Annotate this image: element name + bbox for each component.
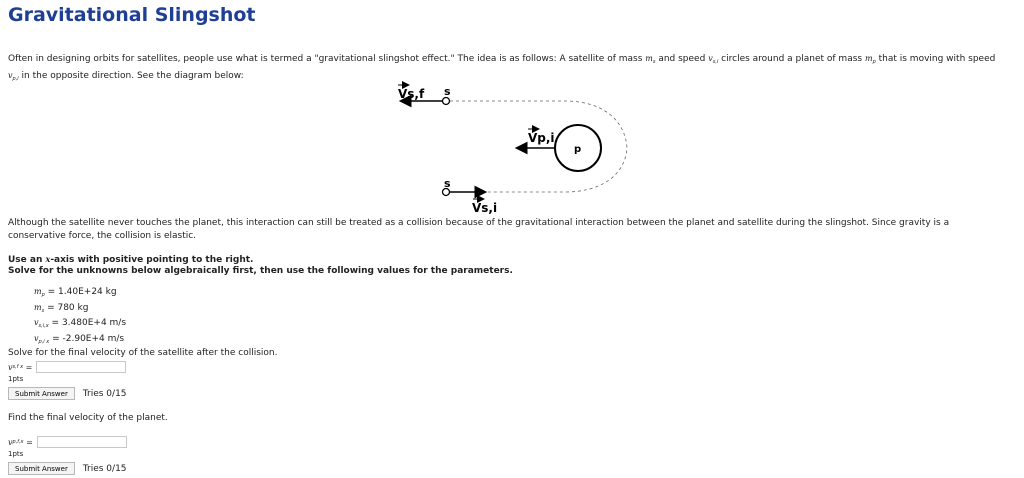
parameter-list [34, 286, 126, 348]
label-s-top: s [444, 85, 451, 98]
question-1-field-row [8, 361, 126, 373]
q1-sub: s,f x [12, 364, 24, 370]
sub-vsi: s,i [712, 59, 719, 65]
sub-mp: p [872, 59, 876, 65]
question-1-submit-row [8, 387, 127, 400]
page-title: Gravitational Slingshot [8, 4, 256, 26]
param-vsix: $v_{s,i,x} = 3.480E+4$ m/s [34, 318, 127, 329]
satellite-final [443, 98, 450, 105]
sym-vpi: v [8, 71, 13, 80]
param-mp: $m_p = 1.40E+24$ kg [34, 287, 117, 298]
sym-vsi: v [708, 54, 713, 63]
q2-eq: = [26, 437, 33, 447]
question-2-tries: Tries 0/15 [82, 463, 127, 474]
question-2-submit-row [8, 462, 127, 475]
intro-text-b: and speed [655, 54, 709, 64]
q2-sym: v [8, 437, 13, 447]
sym-mp: m [864, 54, 873, 63]
label-s-bottom: s [444, 177, 451, 190]
question-2-prompt: Find the final velocity of the planet. [8, 413, 168, 423]
axis-sym: x [45, 254, 51, 264]
label-vpi: Vp,i [528, 131, 555, 145]
question-2-points: 1pts [8, 450, 24, 458]
intro-text-c: circles around a planet of mass [718, 54, 865, 64]
question-1-submit-button[interactable]: Submit Answer [8, 387, 75, 400]
question-1-tries: Tries 0/15 [82, 388, 127, 399]
label-vsi: Vs,i [472, 201, 498, 215]
param-vpix: $v_{p,i x} = -2.90E+4$ m/s [34, 333, 125, 345]
label-vsf: Vs,f [398, 87, 425, 101]
q1-sym: v [8, 362, 13, 372]
intro-text-a: Often in designing orbits for satellites, people use what is termed a "gravitational slingshot effect." The idea is as follows: A satellite of mass [8, 54, 646, 64]
solve-instruction: Solve for the unknowns below algebraically first, then use the following values for the parameters. [8, 266, 513, 276]
question-2-field-row [8, 436, 127, 448]
param-ms: $m_s = 780$ kg [34, 302, 89, 314]
question-1-prompt: Solve for the final velocity of the satellite after the collision. [8, 348, 278, 358]
sub-vpi: p,i [12, 76, 19, 82]
axis-text-b: -axis with positive pointing to the right. [50, 255, 254, 265]
sym-ms: m [645, 54, 653, 63]
label-planet: p [574, 144, 582, 155]
sub-ms: s [652, 59, 656, 65]
satellite-final-velocity-input[interactable] [36, 361, 126, 373]
q1-eq: = [25, 362, 33, 372]
intro-text-e: in the opposite direction. See the diagram below: [18, 71, 244, 81]
question-2-submit-button[interactable]: Submit Answer [8, 462, 75, 475]
question-1-points: 1pts [8, 375, 24, 383]
axis-text-a: Use an [8, 255, 46, 265]
q2-sub: p,f,x [12, 439, 24, 445]
after-paragraph: Although the satellite never touches the planet, this interaction can still be treated as a collision because of the gravitational interaction between the planet and satellite during the slingshot. Since gravity is a conservative force, the collision is elastic. [8, 218, 950, 241]
planet-final-velocity-input[interactable] [37, 436, 127, 448]
intro-text-d: that is moving with speed [875, 54, 996, 64]
